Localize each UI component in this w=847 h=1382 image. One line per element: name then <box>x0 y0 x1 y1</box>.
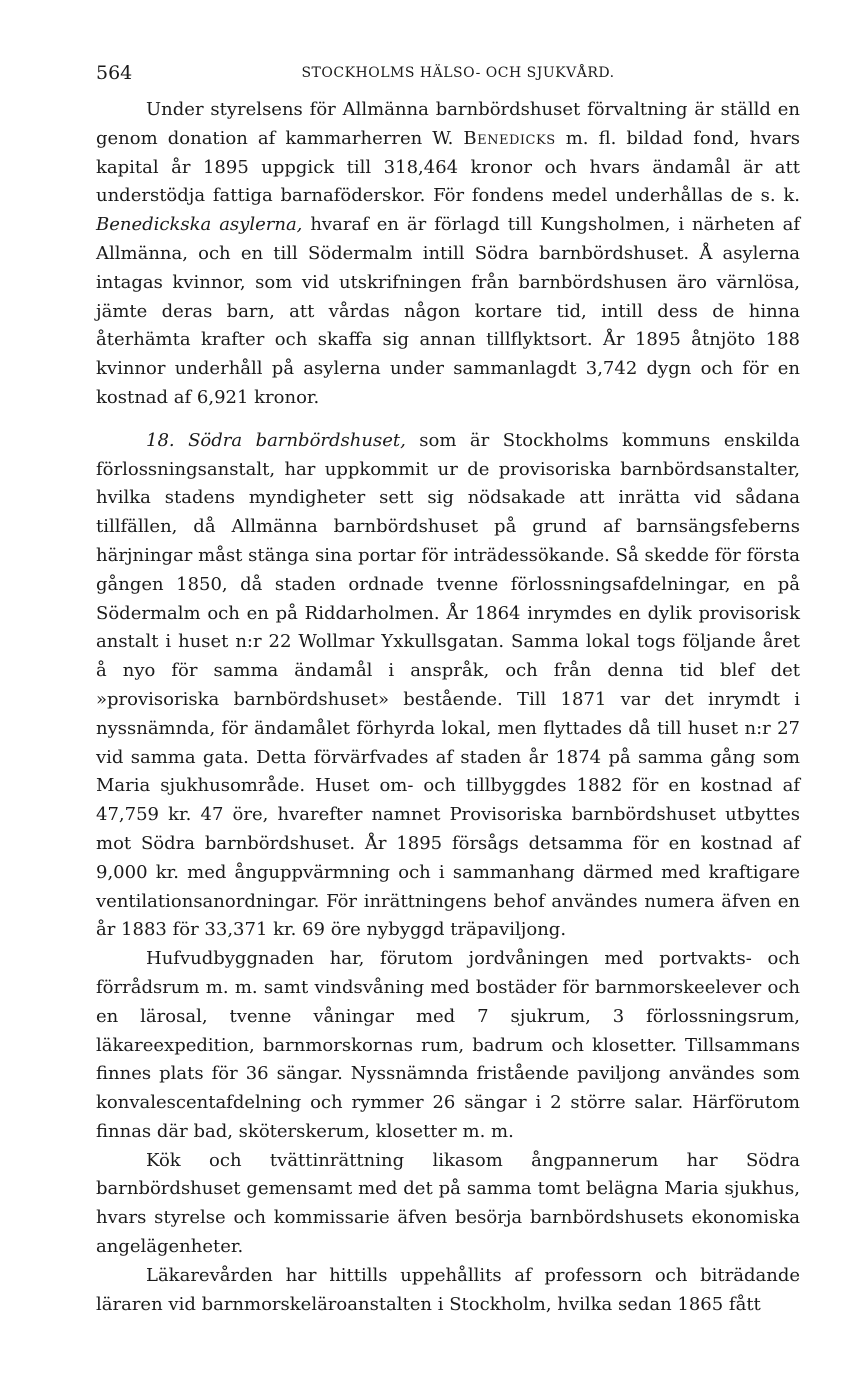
name-benedicks: Benedicks <box>463 127 556 149</box>
text-span: Under styrelsens för Allmänna barnbördshuset förvaltning är ställd en genom donation af kammarherren W. <box>96 99 800 149</box>
term-benedickska-asylerna: Benedickska asylerna, <box>96 214 303 236</box>
page-number: 564 <box>96 62 133 84</box>
text-span: m. fl. bildad fond, hvars kapital år 1895 uppgick till 318,464 kronor och hvars ändamål är att understödja fattiga barnaföderskor. För fondens medel underhållas de s. k. <box>96 127 801 207</box>
paragraph-lakarevarden: Läkarevården har hittills uppehållits af professorn och biträdande läraren vid barnmorskeläroanstalten i Stockholm, hvilka sedan 1865 fått <box>96 1264 800 1315</box>
paragraph-sodra-barnbordshuset <box>96 427 800 945</box>
text-span: som är Stockholms kommuns enskilda förlossningsanstalt, har uppkommit ur de provisoriska barnbördsanstalter, hvilka stadens myndigheter sett sig nödsakade att inrätta vid sådana tillfällen, då Allmänna barnbördshuset på grund af barnsängsfeberns härjningar måst stänga sina portar för inträdessökande. Så skedde för första gången 1850, då staden ordnade tvenne förlossningsafdelningar, en på Södermalm och en på Riddarholmen. År 1864 inrymdes en dylik provisorisk anstalt i huset n:r 22 Wollmar Yxkullsgatan. Samma lokal togs följande året å nyo för samma ändamål i anspråk, och från denna tid blef det »provisoriska barnbördshuset» bestående. Till 1871 var det inrymdt i nyssnämnda, för ändamålet förhyrda lokal, men flyttades då till huset n:r 27 vid samma gata. Detta förvärfvades af staden år 1874 på samma gång som Maria sjukhusområde. Huset om- och tillbyggdes 1882 för en kostnad af 47,759 kr. 47 öre, hvarefter namnet Provisoriska barnbördshuset utbyttes mot Södra barnbördshuset. År 1895 försågs detsamma för en kostnad af 9,000 kr. med ånguppvärmning och i sammanhang därmed med kraftigare ventilationsanordningar. För inrättningens behof användes numera äfven en år 1883 för 33,371 kr. 69 öre nybyggd träpaviljong. <box>96 429 800 941</box>
body-text <box>96 96 800 1319</box>
text-span: hvaraf en är förlagd till Kungsholmen, i närheten af Allmänna, och en till Södermalm intill Södra barnbördshuset. Å asylerna intagas kvinnor, som vid utskrifningen från barnbördshusen äro värnlösa, jämte deras barn, att vårdas någon kortare tid, intill dess de hinna återhämta krafter och skaffa sig annan tillflyktsort. År 1895 åtnjöto 188 kvinnor underhåll på asylerna under sammanlagdt 3,742 dygn och för en kostnad af 6,921 kronor. <box>96 214 801 408</box>
running-head <box>96 62 800 86</box>
section-heading-18: 18. Södra barnbördshuset, <box>146 429 406 451</box>
paragraph-kok: Kök och tvättinrättning likasom ångpannerum har Södra barnbördshuset gemensamt med det på samma tomt belägna Maria sjukhus, hvars styrelse och kommissarie äfven besörja barnbördshusets ekonomiska angelägenheter. <box>96 1149 800 1258</box>
paragraph-benedicks-fund <box>96 96 800 413</box>
running-title: STOCKHOLMS HÄLSO- OCH SJUKVÅRD. <box>301 65 615 81</box>
paragraph-hufvudbyggnaden: Hufvudbyggnaden har, förutom jordvåningen med portvakts- och förrådsrum m. m. samt vindsvåning med bostäder för barnmorskeelever och en lärosal, tvenne våningar med 7 sjukrum, 3 förlossningsrum, läkareexpedition, barnmorskornas rum, badrum och klosetter. Tillsammans finnes plats för 36 sängar. Nyssnämnda fristående paviljong användes som konvalescentafdelning och rymmer 26 sängar i 2 större salar. Härförutom finnas där bad, sköterskerum, klosetter m. m. <box>96 948 800 1142</box>
